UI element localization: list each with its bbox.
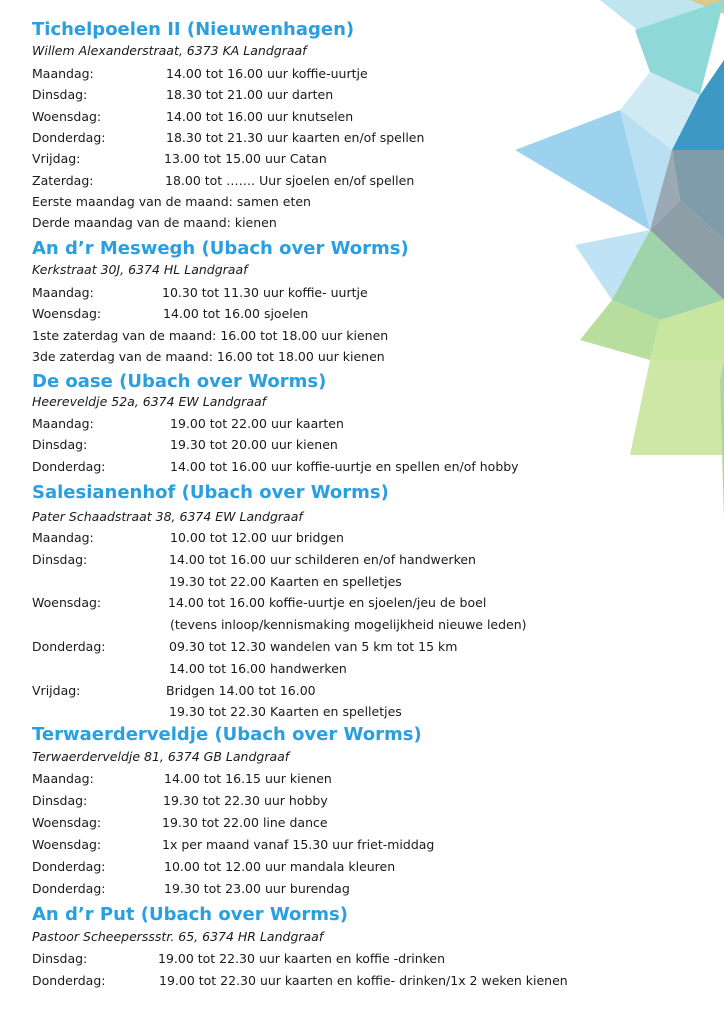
schedule-day: Vrijdag: xyxy=(32,151,81,167)
schedule-day: Zaterdag: xyxy=(32,172,94,188)
triangle-shape xyxy=(600,0,724,40)
schedule-day: Maandag: xyxy=(32,530,94,545)
triangle-shape xyxy=(580,300,660,360)
section-title: An d’r Meswegh (Ubach over Worms) xyxy=(32,238,409,259)
schedule-activity: 10.30 tot 11.30 uur koffie- uurtje xyxy=(162,285,368,300)
schedule-day: Dinsdag: xyxy=(32,551,88,567)
schedule-activity: 19.30 tot 22.30 uur hobby xyxy=(163,792,328,808)
triangle-shape xyxy=(672,150,724,240)
schedule-activity: 14.00 tot 16.00 uur knutselen xyxy=(166,108,354,124)
triangle-shape xyxy=(612,230,724,320)
schedule-day: Dinsdag: xyxy=(32,951,88,966)
section-address: Pater Schaadstraat 38, 6374 EW Landgraaf xyxy=(32,509,303,524)
schedule-activity: 14.00 tot 16.15 uur kienen xyxy=(164,771,332,786)
schedule-note: 1ste zaterdag van de maand: 16.00 tot 18.00 uur kienen xyxy=(32,327,389,343)
schedule-activity: 14.00 tot 16.00 uur koffie-uurtje en spellen en/of hobby xyxy=(170,458,519,474)
schedule-activity: 19.00 tot 22.00 uur kaarten xyxy=(170,416,344,431)
section-title: Tichelpoelen II (Nieuwenhagen) xyxy=(32,19,355,40)
schedule-note: Derde maandag van de maand: kienen xyxy=(32,215,277,231)
triangle-shape xyxy=(650,200,724,300)
section-title: Salesianenhof (Ubach over Worms) xyxy=(32,482,389,503)
schedule-day: Vrijdag: xyxy=(32,682,81,698)
triangle-shape xyxy=(635,0,724,95)
schedule-activity: 14.00 tot 16.00 uur schilderen en/of handwerken xyxy=(169,551,476,567)
schedule-day: Dinsdag: xyxy=(32,87,88,103)
schedule-activity: 10.00 tot 12.00 uur mandala kleuren xyxy=(164,858,396,874)
schedule-activity: 19.00 tot 22.30 uur kaarten en koffie -drinken xyxy=(158,951,446,966)
schedule-day: Woensdag: xyxy=(32,108,102,124)
schedule-day: Woensdag: xyxy=(32,814,102,830)
schedule-day: Donderdag: xyxy=(32,129,106,145)
section-address: Heereveldje 52a, 6374 EW Landgraaf xyxy=(32,394,267,409)
schedule-activity: 19.30 tot 22.30 Kaarten en spelletjes xyxy=(169,704,402,720)
triangle-shape xyxy=(650,150,680,230)
schedule-day: Dinsdag: xyxy=(32,437,88,453)
schedule-day: Donderdag: xyxy=(32,639,106,654)
schedule-activity: (tevens inloop/kennismaking mogelijkheid nieuwe leden) xyxy=(170,617,527,633)
schedule-note: Eerste maandag van de maand: samen eten xyxy=(32,193,311,209)
schedule-activity: 19.30 tot 22.00 line dance xyxy=(162,814,328,830)
schedule-day: Donderdag: xyxy=(32,858,106,874)
schedule-activity: 09.30 tot 12.30 wandelen van 5 km tot 15 km xyxy=(169,639,458,654)
section-address: Willem Alexanderstraat, 6373 KA Landgraaf xyxy=(32,43,307,58)
section-address: Terwaerderveldje 81, 6374 GB Landgraaf xyxy=(32,749,290,764)
schedule-activity: 19.30 tot 20.00 uur kienen xyxy=(170,437,338,453)
schedule-day: Donderdag: xyxy=(32,972,106,988)
schedule-day: Maandag: xyxy=(32,66,94,81)
schedule-activity: 18.00 tot ……. Uur sjoelen en/of spellen xyxy=(165,172,415,188)
schedule-activity: 14.00 tot 16.00 uur koffie-uurtje xyxy=(166,66,368,81)
triangle-shape xyxy=(672,60,724,150)
section-title: An d’r Put (Ubach over Worms) xyxy=(32,904,348,925)
triangle-shape xyxy=(630,360,724,455)
triangle-shape xyxy=(720,360,724,520)
schedule-activity: 13.00 tot 15.00 uur Catan xyxy=(164,151,327,167)
section-address: Kerkstraat 30J, 6374 HL Landgraaf xyxy=(32,262,248,277)
schedule-day: Woensdag: xyxy=(32,306,102,322)
triangle-shape xyxy=(690,0,724,14)
schedule-activity: 18.30 tot 21.00 uur darten xyxy=(166,87,334,103)
triangle-shape xyxy=(620,110,672,230)
triangle-shape xyxy=(620,72,700,150)
schedule-activity: 14.00 tot 16.00 handwerken xyxy=(169,660,347,676)
schedule-activity: 18.30 tot 21.30 uur kaarten en/of spellen xyxy=(166,129,425,145)
triangle-shape xyxy=(515,110,650,230)
schedule-activity: 14.00 tot 16.00 koffie-uurtje en sjoelen/jeu de boel xyxy=(168,595,487,611)
schedule-day: Maandag: xyxy=(32,771,94,786)
schedule-activity: Bridgen 14.00 tot 16.00 xyxy=(166,682,316,698)
schedule-note: 3de zaterdag van de maand: 16.00 tot 18.00 uur kienen xyxy=(32,348,385,364)
triangle-shape xyxy=(650,300,724,360)
schedule-activity: 1x per maand vanaf 15.30 uur friet-middag xyxy=(162,836,435,852)
schedule-day: Woensdag: xyxy=(32,836,102,852)
schedule-day: Woensdag: xyxy=(32,595,102,611)
schedule-day: Donderdag: xyxy=(32,880,106,896)
schedule-day: Dinsdag: xyxy=(32,792,88,808)
schedule-activity: 14.00 tot 16.00 sjoelen xyxy=(163,306,309,322)
schedule-activity: 19.00 tot 22.30 uur kaarten en koffie- drinken/1x 2 weken kienen xyxy=(159,972,568,988)
schedule-activity: 10.00 tot 12.00 uur bridgen xyxy=(170,530,344,545)
triangle-shape xyxy=(575,230,650,300)
section-title: De oase (Ubach over Worms) xyxy=(32,371,327,392)
schedule-activity: 19.30 tot 23.00 uur burendag xyxy=(164,880,350,896)
schedule-activity: 19.30 tot 22.00 Kaarten en spelletjes xyxy=(169,573,402,589)
schedule-day: Maandag: xyxy=(32,285,94,300)
schedule-day: Donderdag: xyxy=(32,458,106,474)
schedule-day: Maandag: xyxy=(32,416,94,431)
section-address: Pastoor Scheeperssstr. 65, 6374 HR Landgraaf xyxy=(32,929,324,944)
section-title: Terwaerderveldje (Ubach over Worms) xyxy=(32,724,422,745)
